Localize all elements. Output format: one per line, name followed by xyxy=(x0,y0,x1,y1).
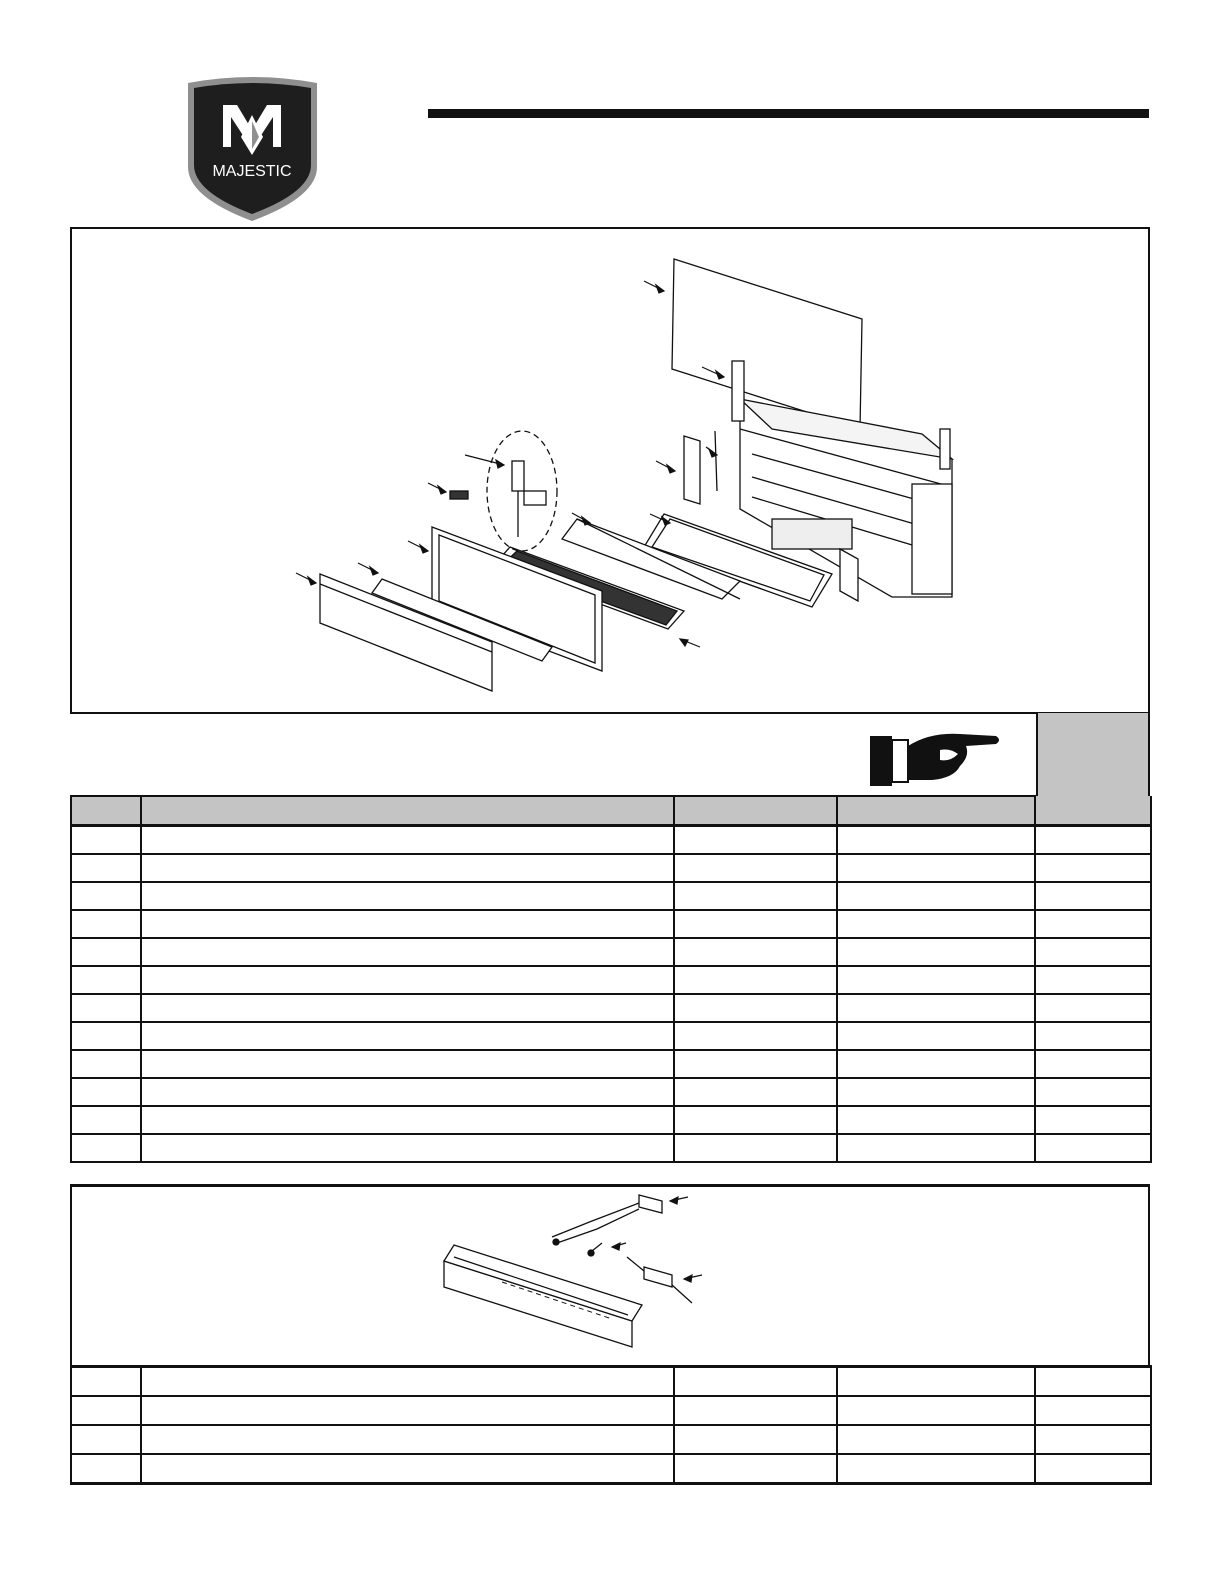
table-cell xyxy=(1035,1396,1151,1425)
table-cell xyxy=(141,1050,674,1078)
table-cell xyxy=(674,1454,837,1484)
table-cell xyxy=(674,1050,837,1078)
table-cell xyxy=(674,1134,837,1162)
table-cell xyxy=(837,966,1035,994)
table-row xyxy=(71,938,1151,966)
table-cell xyxy=(141,966,674,994)
table-cell xyxy=(674,1367,837,1397)
table-cell xyxy=(1035,882,1151,910)
table-cell xyxy=(674,966,837,994)
table-cell xyxy=(837,1367,1035,1397)
table-cell xyxy=(71,994,141,1022)
accessory-parts-table xyxy=(70,1365,1152,1485)
table-row xyxy=(71,1425,1151,1454)
table-cell xyxy=(1035,1106,1151,1134)
table-row xyxy=(71,1106,1151,1134)
table-cell xyxy=(837,1050,1035,1078)
majestic-logo xyxy=(185,75,320,223)
table-cell xyxy=(71,1454,141,1484)
table-cell xyxy=(141,910,674,938)
table-cell xyxy=(837,882,1035,910)
table-cell xyxy=(1035,1425,1151,1454)
header-rule xyxy=(428,109,1149,118)
table-cell xyxy=(1035,1050,1151,1078)
table-cell xyxy=(837,1425,1035,1454)
table-cell xyxy=(71,854,141,882)
table-cell xyxy=(71,1367,141,1397)
table-cell xyxy=(837,910,1035,938)
table-cell xyxy=(141,1454,674,1484)
table-cell xyxy=(674,826,837,855)
table-cell xyxy=(674,882,837,910)
table-cell xyxy=(1035,854,1151,882)
table-cell xyxy=(837,938,1035,966)
table-row xyxy=(71,1050,1151,1078)
table-cell xyxy=(1035,1022,1151,1050)
table-cell xyxy=(837,1078,1035,1106)
table-cell xyxy=(71,966,141,994)
table-row xyxy=(71,1022,1151,1050)
table-header-row xyxy=(71,796,1151,826)
exploded-parts-diagram xyxy=(70,227,1150,714)
table-cell xyxy=(837,854,1035,882)
table-cell xyxy=(674,854,837,882)
table-cell xyxy=(141,1106,674,1134)
table-cell xyxy=(1035,1078,1151,1106)
header-cell xyxy=(71,796,141,826)
table-cell xyxy=(837,1134,1035,1162)
table-row xyxy=(71,1367,1151,1397)
table-cell xyxy=(1035,1454,1151,1484)
table-cell xyxy=(837,994,1035,1022)
table-cell xyxy=(837,1022,1035,1050)
pointing-hand-icon xyxy=(870,722,1002,792)
table-cell xyxy=(837,1454,1035,1484)
table-row xyxy=(71,910,1151,938)
table-cell xyxy=(71,882,141,910)
table-cell xyxy=(1035,966,1151,994)
table-cell xyxy=(674,910,837,938)
table-cell xyxy=(674,1396,837,1425)
table-row xyxy=(71,826,1151,855)
table-row xyxy=(71,1454,1151,1484)
table-cell xyxy=(1035,1134,1151,1162)
table-row xyxy=(71,1134,1151,1162)
table-cell xyxy=(141,1134,674,1162)
brand-name: MAJESTIC xyxy=(212,163,292,180)
table-cell xyxy=(71,1134,141,1162)
parts-table xyxy=(70,795,1152,1163)
table-cell xyxy=(71,1078,141,1106)
table-cell xyxy=(837,1106,1035,1134)
table-cell xyxy=(674,938,837,966)
table-cell xyxy=(674,1078,837,1106)
table-cell xyxy=(1035,826,1151,855)
table-cell xyxy=(141,1078,674,1106)
table-cell xyxy=(141,1367,674,1397)
table-row xyxy=(71,882,1151,910)
table-row xyxy=(71,854,1151,882)
table-cell xyxy=(71,910,141,938)
table-cell xyxy=(141,826,674,855)
table-cell xyxy=(674,994,837,1022)
table-cell xyxy=(71,826,141,855)
header-cell xyxy=(141,796,674,826)
table-cell xyxy=(1035,994,1151,1022)
table-cell xyxy=(141,994,674,1022)
table-cell xyxy=(1035,938,1151,966)
table-row xyxy=(71,1078,1151,1106)
table-cell xyxy=(837,826,1035,855)
table-cell xyxy=(141,938,674,966)
table-cell xyxy=(71,938,141,966)
table-cell xyxy=(141,1022,674,1050)
header-cell xyxy=(674,796,837,826)
table-cell xyxy=(71,1396,141,1425)
table-cell xyxy=(71,1050,141,1078)
accessory-diagram xyxy=(70,1184,1150,1366)
table-cell xyxy=(1035,1367,1151,1397)
table-cell xyxy=(674,1106,837,1134)
table-cell xyxy=(71,1022,141,1050)
table-row xyxy=(71,1396,1151,1425)
table-cell xyxy=(141,882,674,910)
table-cell xyxy=(71,1425,141,1454)
table-cell xyxy=(674,1425,837,1454)
header-cell xyxy=(1035,796,1151,826)
table-cell xyxy=(1035,910,1151,938)
table-cell xyxy=(141,854,674,882)
table-row xyxy=(71,966,1151,994)
table-cell xyxy=(71,1106,141,1134)
table-row xyxy=(71,994,1151,1022)
table-cell xyxy=(837,1396,1035,1425)
header-cell xyxy=(837,796,1035,826)
table-cell xyxy=(141,1396,674,1425)
table-cell xyxy=(141,1425,674,1454)
table-cell xyxy=(674,1022,837,1050)
